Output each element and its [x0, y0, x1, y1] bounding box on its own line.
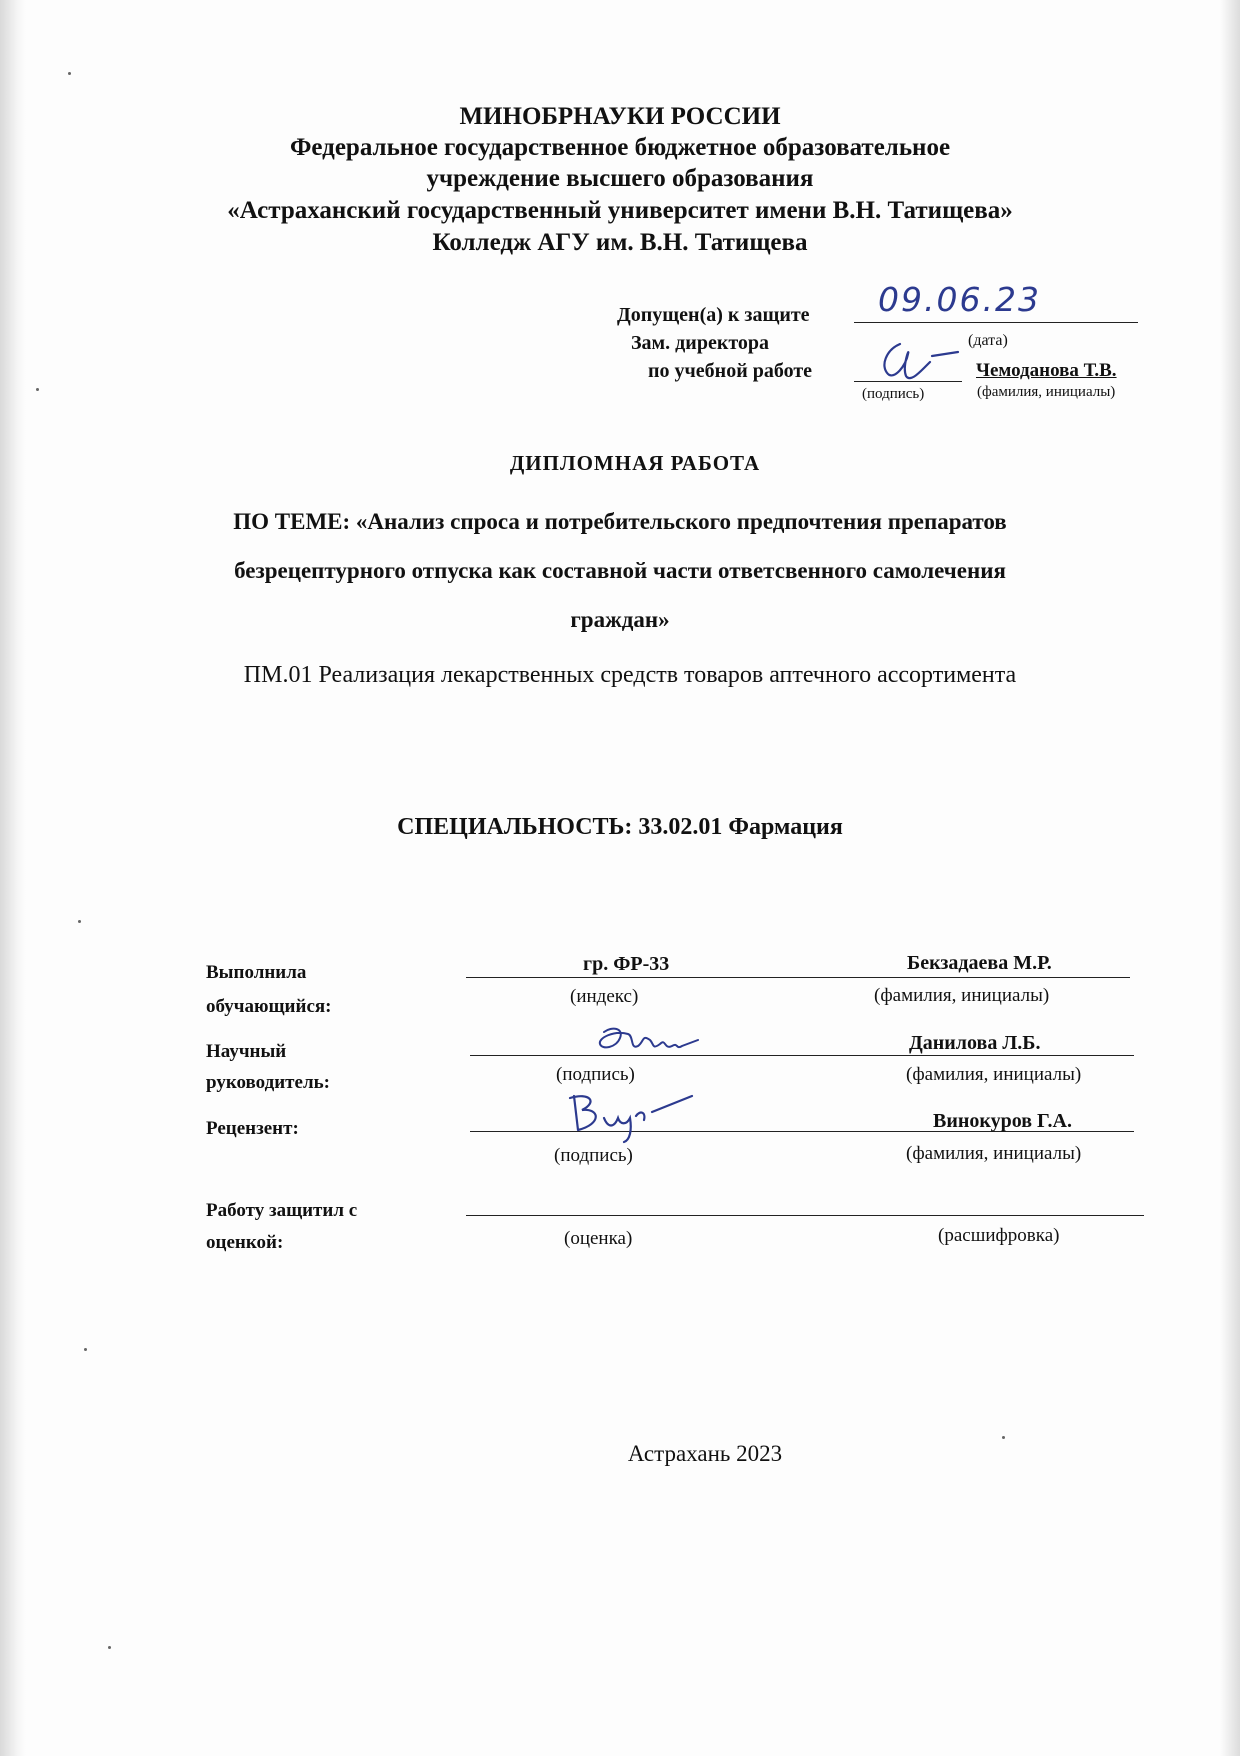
supervisor-signature-icon: [594, 1020, 704, 1066]
topic-line-2: безрецептурного отпуска как составной части ответсвенного самолечения: [234, 558, 1006, 583]
admitted-label: Допущен(а) к защите: [617, 304, 810, 326]
work-type-title: ДИПЛОМНАЯ РАБОТА: [509, 451, 761, 475]
reviewer-label: Рецензент:: [206, 1118, 299, 1139]
deputy-director-label: Зам. директора: [631, 332, 770, 354]
supervisor-sign-caption: (подпись): [556, 1064, 635, 1085]
supervisor-label-1: Научный: [206, 1041, 287, 1062]
reviewer-sign-caption: (подпись): [554, 1145, 633, 1166]
scan-edge-right: [1220, 0, 1240, 1756]
academic-work-label: по учебной работе: [648, 360, 813, 382]
ministry-title: МИНОБРНАУКИ РОССИИ: [459, 103, 781, 130]
performer-group-caption: (индекс): [570, 986, 639, 1007]
performer-label-1: Выполнила: [206, 962, 307, 983]
defense-line: [466, 1215, 1144, 1216]
supervisor-name-caption: (фамилия, инициалы): [906, 1064, 1082, 1085]
institution-line-1: Федеральное государственное бюджетное образовательное: [289, 134, 951, 161]
institution-line-2: учреждение высшего образования: [426, 165, 814, 192]
scan-speck: [78, 920, 81, 923]
scan-speck: [68, 72, 71, 75]
college-name: Колледж АГУ им. В.Н. Татищева: [432, 229, 808, 256]
performer-label-2: обучающийся:: [206, 996, 332, 1017]
supervisor-name: Данилова Л.Б.: [909, 1032, 1041, 1054]
performer-line: [466, 977, 1130, 978]
defense-label-1: Работу защитил с: [206, 1200, 358, 1221]
reviewer-signature-icon: [560, 1090, 700, 1144]
scan-speck: [108, 1646, 111, 1649]
scan-speck: [1002, 1436, 1005, 1439]
reviewer-name-caption: (фамилия, инициалы): [906, 1143, 1082, 1164]
performer-name-caption: (фамилия, инициалы): [874, 985, 1050, 1006]
scan-edge-left: [0, 0, 26, 1756]
date-line: [854, 322, 1138, 323]
handwritten-date: 09.06.23: [878, 280, 1041, 319]
performer-name: Бекзадаева М.Р.: [907, 952, 1052, 974]
supervisor-line: [470, 1055, 1134, 1056]
deputy-name: Чемоданова Т.В.: [976, 360, 1117, 381]
date-caption: (дата): [968, 332, 1008, 349]
topic-line-1: ПО ТЕМЕ: «Анализ спроса и потребительского предпочтения препаратов: [233, 509, 1007, 534]
scan-speck: [84, 1348, 87, 1351]
deputy-signature-icon: [872, 336, 962, 384]
supervisor-label-2: руководитель:: [206, 1072, 330, 1093]
institution-line-3: «Астраханский государственный университет имени В.Н. Татищева»: [227, 197, 1013, 224]
scan-speck: [36, 388, 39, 391]
professional-module: ПМ.01 Реализация лекарственных средств товаров аптечного ассортимента: [243, 662, 1017, 688]
topic-line-3: граждан»: [570, 607, 670, 632]
decoding-caption: (расшифровка): [938, 1225, 1060, 1246]
deputy-signature-caption: (подпись): [862, 386, 925, 402]
reviewer-name: Винокуров Г.А.: [933, 1110, 1072, 1132]
performer-group: гр. ФР-33: [583, 953, 670, 975]
defense-label-2: оценкой:: [206, 1232, 284, 1253]
specialty: СПЕЦИАЛЬНОСТЬ: 33.02.01 Фармация: [397, 814, 843, 840]
deputy-name-caption: (фамилия, инициалы): [977, 384, 1116, 400]
grade-caption: (оценка): [564, 1228, 633, 1249]
city-year: Астрахань 2023: [627, 1441, 783, 1466]
